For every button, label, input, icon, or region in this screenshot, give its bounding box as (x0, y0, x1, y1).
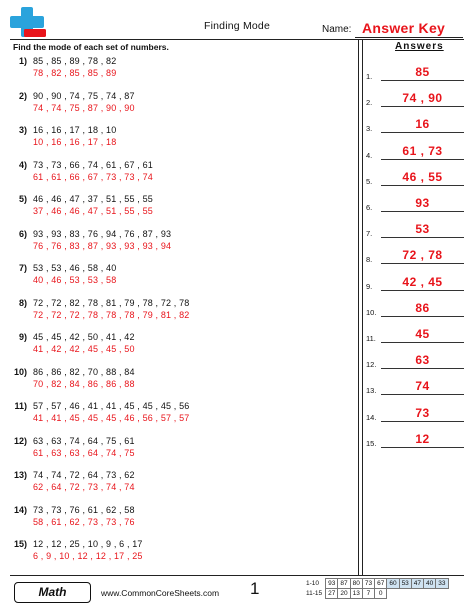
page-number: 1 (250, 579, 260, 598)
number-set: 46 , 46 , 47 , 37 , 51 , 55 , 55 (33, 194, 153, 204)
answer-number: 13. (366, 386, 377, 396)
score-row (304, 579, 448, 589)
answer-value: 93 (415, 196, 430, 210)
problem-item (14, 193, 354, 225)
problem-item (14, 469, 354, 501)
problem-number: 6) (18, 228, 27, 239)
instructions: Find the mode of each set of numbers. (13, 42, 169, 52)
score-cell: 13 (350, 589, 362, 599)
answer-line (381, 80, 464, 81)
number-set: 72 , 72 , 82 , 78 , 81 , 79 , 78 , 72 , 78 (33, 297, 190, 308)
sorted-set: 78 , 82 , 85 , 85 , 89 (33, 68, 117, 78)
answer-line (381, 421, 464, 422)
answer-item (366, 269, 466, 291)
header-rule (10, 39, 464, 40)
answer-value: 61 , 73 (402, 143, 443, 158)
answer-value: 73 (415, 405, 430, 420)
score-row (304, 589, 448, 599)
answer-value: 74 , 90 (402, 91, 443, 106)
answer-item (366, 216, 466, 238)
number-set: 74 , 74 , 72 , 64 , 73 , 62 (33, 470, 135, 480)
score-cell: 80 (350, 579, 362, 589)
answer-value: 85 (415, 65, 430, 79)
problem-item (14, 55, 354, 87)
sorted-set: 62 , 64 , 72 , 73 , 74 , 74 (33, 482, 135, 492)
problem-number: 10) (14, 366, 28, 377)
answer-number: 7. (366, 229, 373, 239)
number-set: 93 , 93 , 83 , 76 , 94 , 76 , 87 , 93 (33, 228, 172, 239)
problem-item (14, 435, 354, 467)
answer-item (366, 190, 466, 212)
sorted-set: 41 , 42 , 42 , 45 , 45 , 50 (33, 344, 135, 354)
problem-item (14, 159, 354, 191)
answer-item (366, 373, 466, 395)
answer-number: 1. (366, 72, 373, 81)
score-range: 11-15 (306, 590, 323, 597)
number-set: 86 , 86 , 82 , 70 , 88 , 84 (33, 366, 135, 377)
answer-item (366, 321, 466, 343)
answer-value: 74 (415, 379, 430, 394)
answer-line (381, 290, 464, 291)
score-cell: 33 (436, 579, 448, 589)
score-cell: 93 (326, 579, 338, 589)
problem-item (14, 297, 354, 329)
column-divider (362, 40, 363, 575)
score-table (304, 578, 449, 599)
sorted-set: 58 , 61 , 62 , 73 , 73 , 76 (33, 516, 135, 527)
answer-item (366, 400, 466, 422)
number-set: 45 , 45 , 42 , 50 , 41 , 42 (33, 332, 135, 342)
answer-number: 3. (366, 124, 373, 134)
number-set: 85 , 85 , 89 , 78 , 82 (33, 56, 117, 66)
number-set: 73 , 73 , 76 , 61 , 62 , 58 (33, 504, 135, 515)
answer-number: 11. (366, 334, 376, 343)
answer-line (381, 185, 464, 186)
footer-rule (10, 575, 464, 576)
problem-number: 13) (14, 470, 28, 480)
answer-value: 45 (415, 327, 430, 341)
answer-number: 4. (366, 150, 373, 160)
problem-item (14, 538, 354, 570)
problem-item (14, 124, 354, 156)
problem-number: 3) (18, 125, 27, 135)
answer-line (381, 237, 464, 238)
sorted-set: 74 , 74 , 75 , 87 , 90 , 90 (33, 102, 135, 113)
answer-line (381, 132, 464, 133)
answer-value: 53 (415, 222, 430, 237)
answer-value: 12 (415, 431, 430, 446)
score-cell: 53 (399, 579, 411, 589)
problem-item (14, 400, 354, 432)
answer-number: 12. (366, 360, 377, 370)
name-label: Name: (322, 24, 352, 35)
answer-item (366, 242, 466, 264)
problem-number: 15) (14, 539, 28, 549)
number-set: 53 , 53 , 46 , 58 , 40 (33, 263, 117, 273)
answer-number: 5. (366, 176, 373, 186)
score-cell: 60 (387, 579, 399, 589)
answer-value: 72 , 78 (402, 248, 443, 263)
sorted-set: 6 , 9 , 10 , 12 , 12 , 17 , 25 (33, 551, 143, 561)
answer-line (381, 106, 464, 107)
sorted-set: 41 , 41 , 45 , 45 , 45 , 46 , 56 , 57 , 57 (33, 413, 190, 423)
score-cell: 67 (375, 579, 387, 589)
number-set: 63 , 63 , 74 , 64 , 75 , 61 (33, 435, 135, 446)
score-cell: 47 (411, 579, 423, 589)
problem-item (14, 262, 354, 294)
answer-item (366, 85, 466, 107)
answer-key-label: Answer Key (362, 20, 446, 36)
answer-item (366, 347, 466, 369)
problem-number: 4) (18, 159, 27, 170)
problem-number: 9) (18, 332, 27, 342)
answer-item (366, 111, 466, 133)
score-range: 1-10 (306, 580, 320, 587)
problem-item (14, 504, 354, 536)
answer-line (381, 394, 464, 395)
worksheet-title: Finding Mode (203, 20, 271, 32)
sorted-set: 61 , 63 , 63 , 64 , 74 , 75 (33, 447, 135, 458)
answer-item (366, 59, 466, 81)
sorted-set: 10 , 16 , 16 , 17 , 18 (33, 137, 117, 147)
answer-line (381, 263, 464, 264)
problem-item (14, 366, 354, 398)
answer-number: 2. (366, 98, 373, 108)
problem-number: 1) (18, 56, 27, 66)
sorted-set: 72 , 72 , 72 , 78 , 78 , 78 , 79 , 81 , 82 (33, 309, 190, 320)
problem-number: 5) (18, 194, 27, 204)
answer-item (366, 295, 466, 317)
answer-item (366, 426, 466, 448)
name-line (355, 37, 463, 38)
answer-number: 8. (366, 255, 373, 265)
answer-line (381, 159, 464, 160)
answer-number: 10. (366, 307, 377, 317)
answer-value: 46 , 55 (402, 169, 443, 184)
answer-number: 14. (366, 412, 377, 422)
score-cell: 7 (362, 589, 374, 599)
number-set: 57 , 57 , 46 , 41 , 41 , 45 , 45 , 45 , 56 (33, 401, 190, 411)
answer-item (366, 138, 466, 160)
number-set: 12 , 12 , 25 , 10 , 9 , 6 , 17 (33, 539, 143, 549)
problem-number: 2) (18, 90, 27, 101)
answer-line (381, 447, 464, 448)
answer-number: 6. (366, 203, 373, 212)
score-cell: 87 (338, 579, 350, 589)
score-cell: 20 (338, 589, 350, 599)
sorted-set: 37 , 46 , 46 , 47 , 51 , 55 , 55 (33, 206, 153, 216)
score-cell: 40 (424, 579, 436, 589)
answer-line (381, 368, 464, 369)
answers-heading: Answers (395, 41, 444, 52)
problem-number: 7) (18, 263, 27, 273)
sorted-set: 61 , 61 , 66 , 67 , 73 , 73 , 74 (33, 171, 153, 182)
website-link[interactable]: www.CommonCoreSheets.com (101, 588, 220, 598)
answer-value: 42 , 45 (402, 274, 443, 289)
problem-item (14, 90, 354, 122)
answer-value: 63 (415, 353, 430, 368)
number-set: 16 , 16 , 17 , 18 , 10 (33, 125, 117, 135)
column-divider (358, 40, 359, 575)
answer-number: 9. (366, 281, 373, 291)
problem-item (14, 331, 354, 363)
subject-badge: Math (14, 582, 91, 603)
answer-value: 86 (415, 300, 430, 315)
score-cell: 0 (375, 589, 387, 599)
problem-number: 14) (14, 504, 28, 515)
problem-item (14, 228, 354, 260)
answer-line (381, 211, 464, 212)
sorted-set: 70 , 82 , 84 , 86 , 86 , 88 (33, 378, 135, 389)
answer-value: 16 (415, 117, 430, 132)
answer-line (381, 316, 464, 317)
sorted-set: 40 , 46 , 53 , 53 , 58 (33, 275, 117, 285)
problem-number: 8) (18, 297, 27, 308)
answer-item (366, 164, 466, 186)
answer-number: 15. (366, 438, 377, 448)
score-cell: 73 (362, 579, 374, 589)
number-set: 90 , 90 , 74 , 75 , 74 , 87 (33, 90, 135, 101)
answer-line (381, 342, 464, 343)
problem-number: 12) (14, 435, 28, 446)
problem-number: 11) (14, 401, 27, 411)
sorted-set: 76 , 76 , 83 , 87 , 93 , 93 , 93 , 94 (33, 240, 172, 251)
number-set: 73 , 73 , 66 , 74 , 61 , 67 , 61 (33, 159, 153, 170)
score-cell: 27 (326, 589, 338, 599)
